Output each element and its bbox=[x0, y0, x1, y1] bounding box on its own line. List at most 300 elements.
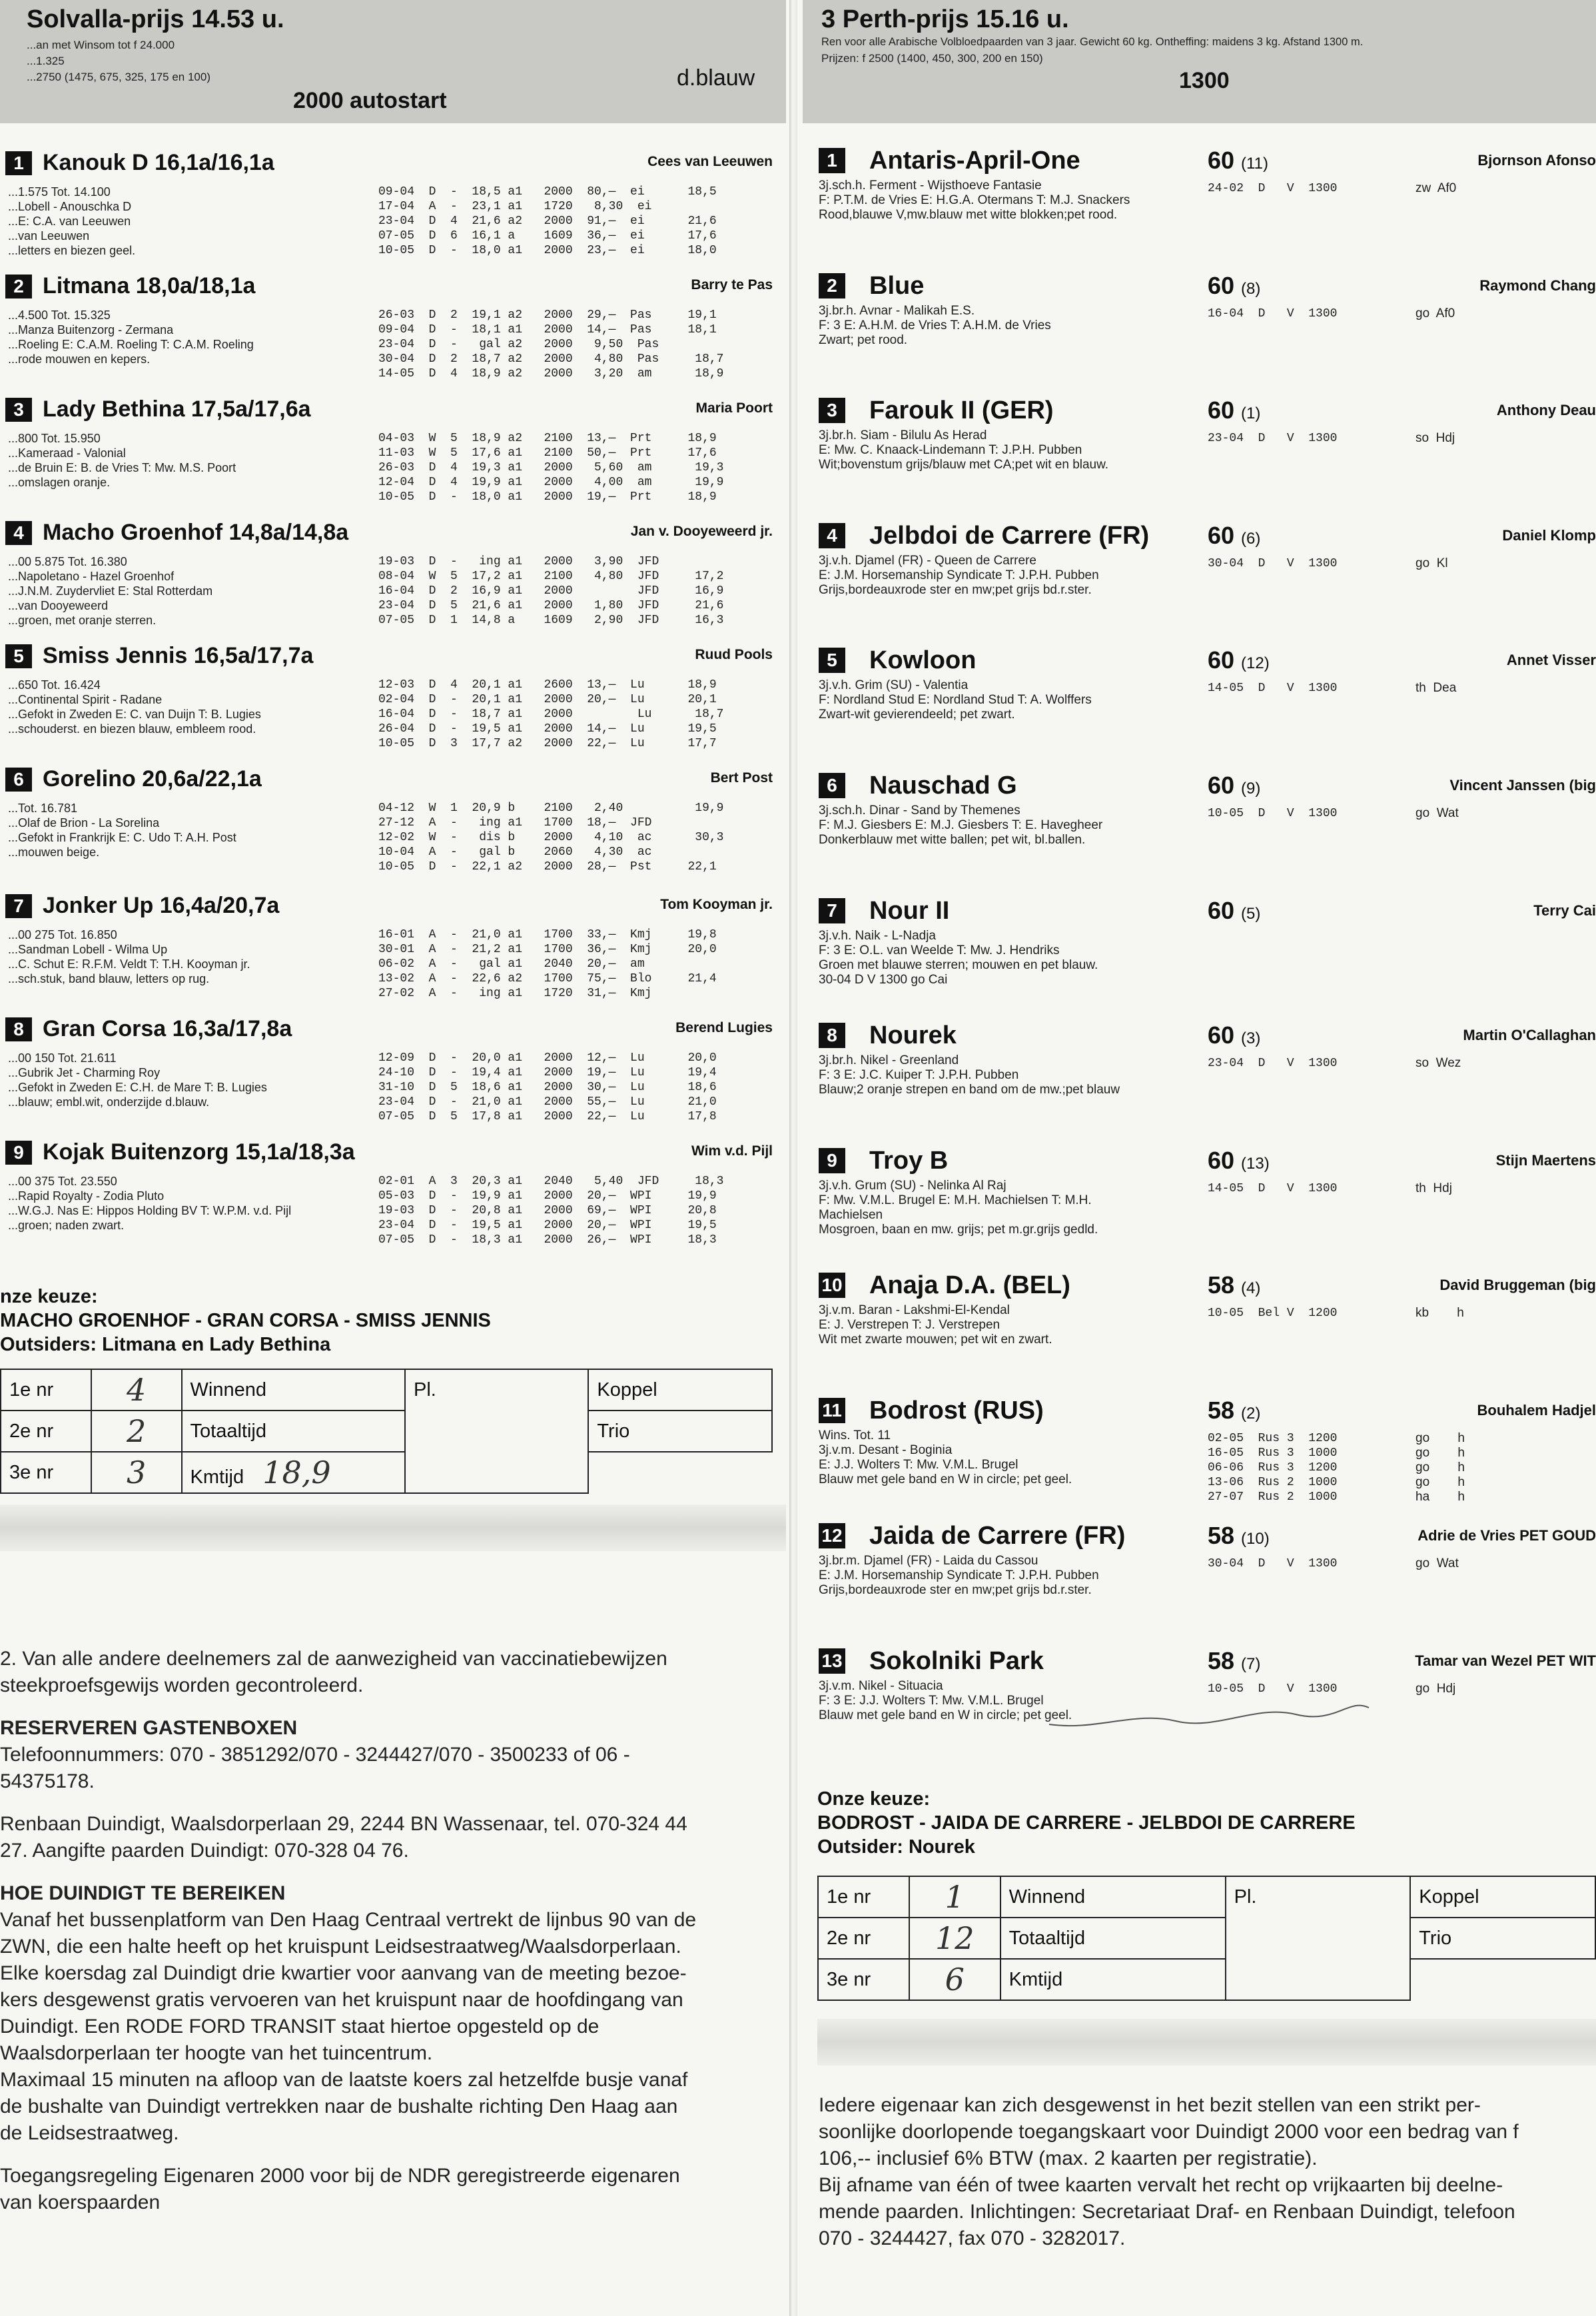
race-conditions: ...1.325 bbox=[27, 55, 65, 67]
bet-label: Winnend bbox=[1000, 1876, 1226, 1918]
info-line: ...00 150 Tot. 21.611 bbox=[8, 1051, 117, 1065]
info-line: E: Mw. C. Knaack-Lindemann T: J.P.H. Pubben bbox=[819, 443, 1082, 457]
performance-table bbox=[1208, 681, 1337, 696]
horse-info bbox=[819, 1429, 1192, 1487]
entry-number: 7 bbox=[819, 898, 845, 923]
horse-info bbox=[8, 308, 354, 366]
performance-row: 12-03 D 4 20,1 a1 2600 13,— Lu 18,9 bbox=[378, 678, 717, 692]
performance-note: so Hdj bbox=[1415, 431, 1455, 445]
draw-number: (1) bbox=[1241, 404, 1261, 422]
performance-table bbox=[1208, 1181, 1337, 1196]
text-line: Bij afname van één of twee kaarten vervalt het recht op vrijkaarten bij deelne- bbox=[819, 2174, 1503, 2196]
entry-12 bbox=[803, 1522, 1596, 1638]
jockey-name: Tamar van Wezel PET WIT bbox=[1415, 1652, 1596, 1669]
info-line: ...Gefokt in Zweden E: C. van Duijn T: B. Lugies bbox=[8, 708, 261, 721]
info-line: Zwart-wit gevierendeeld; pet zwart. bbox=[819, 708, 1015, 722]
horse-name: Lady Bethina 17,5a/17,6a bbox=[43, 396, 311, 422]
draw-number: (13) bbox=[1241, 1155, 1270, 1173]
draw-number: (7) bbox=[1241, 1655, 1261, 1673]
horse-info bbox=[819, 1179, 1192, 1237]
race-prizes: ...2750 (1475, 675, 325, 175 en 100) bbox=[27, 71, 211, 83]
info-line: 3j.v.h. Naik - L-Nadja bbox=[819, 929, 936, 943]
bet-row-label: 2e nr bbox=[818, 1918, 909, 1959]
bet-value[interactable] bbox=[909, 1876, 1000, 1918]
bet-row-label: 2e nr bbox=[1, 1411, 91, 1452]
weight bbox=[1208, 1147, 1270, 1175]
race-color: d.blauw bbox=[677, 65, 755, 91]
text-line: kers desgewenst gratis vervoeren van het kruispunt naar de hoofdingang van bbox=[0, 1989, 683, 2011]
horse-info bbox=[8, 678, 354, 736]
text-line: ZWN, die een halte heeft op het kruispunt Leidsestraatweg/Waalsdorperlaan. bbox=[0, 1936, 681, 1958]
info-line: 3j.br.h. Siam - Bilulu As Herad bbox=[819, 428, 987, 442]
horse-info bbox=[819, 929, 1192, 987]
horse-info bbox=[8, 431, 354, 490]
horse-info bbox=[8, 1174, 354, 1233]
horse-info bbox=[819, 179, 1192, 223]
entry-3 bbox=[0, 396, 786, 513]
weight-value: 58 bbox=[1208, 1271, 1235, 1299]
horse-info bbox=[819, 304, 1192, 348]
info-line: ...Lobell - Anouschka D bbox=[8, 200, 132, 213]
info-line: ...Gefokt in Zweden E: C.H. de Mare T: B. Lugies bbox=[8, 1081, 267, 1094]
trainer-name: Ruud Pools bbox=[695, 647, 773, 662]
info-line: Rood,blauwe V,mw.blauw met witte blokken;pet rood. bbox=[819, 208, 1118, 222]
handwritten-value: 12 bbox=[935, 1920, 975, 1956]
text-line: 070 - 3244427, fax 070 - 3282017. bbox=[819, 2227, 1126, 2249]
horse-name: Blue bbox=[869, 272, 925, 300]
performance-row: 27-12 A - ing a1 1700 18,— JFD bbox=[378, 816, 652, 830]
performance-row: 10-05 D - 18,0 a1 2000 23,— ei 18,0 bbox=[378, 244, 717, 257]
weight-value: 60 bbox=[1208, 1147, 1235, 1174]
performance-note: so Wez bbox=[1415, 1056, 1461, 1070]
entry-number: 1 bbox=[5, 151, 32, 175]
race-header-right bbox=[803, 0, 1596, 123]
entry-10 bbox=[803, 1271, 1596, 1388]
performance-row: 16-01 A - 21,0 a1 1700 33,— Kmj 19,8 bbox=[378, 928, 717, 941]
entry-6 bbox=[0, 766, 786, 883]
performance-row: 10-05 D - 22,1 a2 2000 28,— Pst 22,1 bbox=[378, 860, 717, 873]
race-distance: 1300 bbox=[1179, 68, 1230, 93]
performance-row: 14-05 D 4 18,9 a2 2000 3,20 am 18,9 bbox=[378, 367, 724, 380]
bet-value[interactable] bbox=[91, 1411, 182, 1452]
text-line: 2. Van alle andere deelnemers zal de aanwezigheid van vaccinatiebewijzen bbox=[0, 1648, 667, 1670]
entry-number: 13 bbox=[819, 1648, 845, 1674]
separator bbox=[817, 2019, 1596, 2065]
performance-row: 17-04 A - 23,1 a1 1720 8,30 ei bbox=[378, 200, 652, 213]
horse-name: Gorelino 20,6a/22,1a bbox=[43, 766, 262, 792]
draw-number: (5) bbox=[1241, 905, 1261, 923]
bet-label: Pl. bbox=[1226, 1876, 1411, 2000]
entry-number: 6 bbox=[5, 768, 32, 792]
handwritten-value: 1 bbox=[945, 1879, 965, 1915]
trainer-name: Bert Post bbox=[710, 770, 773, 786]
jockey-name: Bouhalem Hadjel bbox=[1477, 1402, 1596, 1419]
info-line: Blauw met gele band en W in circle; pet geel. bbox=[819, 1472, 1072, 1486]
performance-row: 02-05 Rus 3 1200 bbox=[1208, 1432, 1338, 1445]
performance-table bbox=[378, 431, 723, 504]
left-column bbox=[0, 0, 786, 2316]
performance-note: go Hdj bbox=[1415, 1682, 1456, 1696]
text-line: soonlijke doorlopende toegangskaart voor Duindigt 2000 voor een bedrag van f bbox=[819, 2121, 1519, 2143]
info-line: ...00 375 Tot. 23.550 bbox=[8, 1175, 117, 1188]
entry-number: 4 bbox=[5, 521, 32, 545]
weight bbox=[1208, 1021, 1260, 1049]
jockey-name: David Bruggeman (big bbox=[1439, 1277, 1596, 1293]
horse-name: Farouk II (GER) bbox=[869, 396, 1054, 424]
bet-label bbox=[182, 1452, 405, 1493]
entry-number: 11 bbox=[819, 1398, 845, 1423]
bet-row-label: 1e nr bbox=[818, 1876, 909, 1918]
info-line: ...Olaf de Brion - La Sorelina bbox=[8, 816, 160, 830]
info-line: ...J.N.M. Zuydervliet E: Stal Rotterdam bbox=[8, 584, 213, 598]
weight bbox=[1208, 897, 1260, 925]
info-line: ...schouderst. en biezen blauw, embleem rood. bbox=[8, 722, 256, 736]
entry-7 bbox=[803, 897, 1596, 1013]
bet-value[interactable] bbox=[91, 1369, 182, 1411]
entry-11 bbox=[803, 1397, 1596, 1513]
performance-table bbox=[378, 308, 723, 381]
our-pick-title: nze keuze: bbox=[0, 1286, 98, 1307]
performance-row: 23-04 D V 1300 bbox=[1208, 1057, 1338, 1070]
entry-number: 5 bbox=[819, 648, 845, 673]
right-column bbox=[803, 0, 1596, 2316]
entry-4 bbox=[803, 522, 1596, 638]
performance-row: 08-04 W 5 17,2 a1 2100 4,80 JFD 17,2 bbox=[378, 570, 724, 583]
info-line: Donkerblauw met witte ballen; pet wit, bl.ballen. bbox=[819, 833, 1086, 847]
performance-row: 26-04 D - 19,5 a1 2000 14,— Lu 19,5 bbox=[378, 722, 717, 736]
info-line: ...sch.stuk, band blauw, letters op rug. bbox=[8, 972, 210, 985]
horse-info bbox=[819, 554, 1192, 598]
performance-row: 16-04 D 2 16,9 a1 2000 JFD 16,9 bbox=[378, 584, 724, 598]
performance-row: 19-03 D - ing a1 2000 3,90 JFD bbox=[378, 555, 659, 568]
entry-number: 9 bbox=[5, 1141, 32, 1165]
info-line: ...omslagen oranje. bbox=[8, 476, 111, 489]
performance-notes bbox=[1415, 1181, 1452, 1196]
performance-row: 11-03 W 5 17,6 a1 2100 50,— Prt 17,6 bbox=[378, 446, 717, 460]
performance-row: 27-07 Rus 2 1000 bbox=[1208, 1490, 1338, 1504]
performance-table bbox=[1208, 1431, 1337, 1504]
text-line: 27. Aangifte paarden Duindigt: 070-328 04 76. bbox=[0, 1840, 409, 1862]
info-line: 3j.v.m. Baran - Lakshmi-El-Kendal bbox=[819, 1303, 1010, 1317]
info-line: 3j.v.m. Nikel - Situacia bbox=[819, 1679, 943, 1693]
horse-name: Macho Groenhof 14,8a/14,8a bbox=[43, 520, 349, 545]
pen-scribble bbox=[1042, 1684, 1376, 1744]
weight bbox=[1208, 147, 1268, 175]
performance-notes bbox=[1415, 1056, 1461, 1071]
performance-note: go h bbox=[1415, 1475, 1465, 1489]
performance-row: 23-04 D - 19,5 a1 2000 20,— WPI 19,5 bbox=[378, 1219, 717, 1232]
performance-table bbox=[378, 801, 723, 874]
weight bbox=[1208, 272, 1260, 300]
performance-table bbox=[1208, 1056, 1337, 1071]
handwritten-value: 2 bbox=[127, 1413, 147, 1449]
performance-row: 06-02 A - gal a1 2040 20,— am bbox=[378, 957, 645, 971]
info-line: F: P.T.M. de Vries E: H.G.A. Otermans T: M.J. Snackers bbox=[819, 193, 1130, 207]
info-line: 30-04 D V 1300 go Cai bbox=[819, 973, 948, 987]
info-line: ...800 Tot. 15.950 bbox=[8, 432, 101, 445]
entry-number: 1 bbox=[819, 148, 845, 173]
performance-note: go Af0 bbox=[1415, 306, 1455, 320]
horse-name: Gran Corsa 16,3a/17,8a bbox=[43, 1016, 292, 1041]
bet-row-label: 3e nr bbox=[818, 1959, 909, 2000]
entry-8 bbox=[0, 1016, 786, 1133]
info-line: E: J.M. Horsemanship Syndicate T: J.P.H. Pubben bbox=[819, 568, 1099, 582]
info-line: ...Sandman Lobell - Wilma Up bbox=[8, 943, 168, 956]
text-line: Elke koersdag zal Duindigt drie kwartier voor aanvang van de meeting bezoe- bbox=[0, 1962, 687, 1984]
jockey-name: Anthony Deau bbox=[1496, 402, 1596, 418]
info-line: Machielsen bbox=[819, 1208, 883, 1222]
horse-info bbox=[819, 1554, 1192, 1598]
info-line: Wit met zwarte mouwen; pet wit en zwart. bbox=[819, 1333, 1052, 1347]
performance-row: 27-02 A - ing a1 1720 31,— Kmj bbox=[378, 987, 652, 1000]
bet-row-label: 1e nr bbox=[1, 1369, 91, 1411]
performance-table bbox=[1208, 1306, 1337, 1321]
weight-value: 60 bbox=[1208, 522, 1235, 549]
horse-info bbox=[819, 428, 1192, 472]
performance-row: 12-02 W - dis b 2000 4,10 ac 30,3 bbox=[378, 831, 724, 844]
info-line: F: 3 E: J.C. Kuiper T: J.P.H. Pubben bbox=[819, 1068, 1019, 1082]
performance-notes bbox=[1415, 306, 1455, 321]
performance-row: 24-02 D V 1300 bbox=[1208, 182, 1338, 195]
info-line: Groen met blauwe sterren; mouwen en pet blauw. bbox=[819, 958, 1098, 972]
horse-name: Nour II bbox=[869, 897, 950, 925]
info-line: E: J.J. Wolters T: Mw. V.M.L. Brugel bbox=[819, 1458, 1018, 1472]
bet-label: Totaaltijd bbox=[1000, 1918, 1226, 1959]
performance-row: 23-04 D - gal a2 2000 9,50 Pas bbox=[378, 338, 659, 351]
performance-row: 23-04 D 5 21,6 a1 2000 1,80 JFD 21,6 bbox=[378, 599, 724, 612]
performance-row: 16-04 D - 18,7 a1 2000 Lu 18,7 bbox=[378, 708, 724, 721]
performance-row: 06-06 Rus 3 1200 bbox=[1208, 1461, 1338, 1474]
horse-name: Antaris-April-One bbox=[869, 147, 1080, 175]
info-line: F: 3 E: J.J. Wolters T: Mw. V.M.L. Brugel bbox=[819, 1694, 1044, 1708]
performance-row: 23-04 D V 1300 bbox=[1208, 432, 1338, 445]
performance-note: go Kl bbox=[1415, 556, 1448, 570]
horse-info bbox=[819, 804, 1192, 848]
performance-notes bbox=[1415, 681, 1456, 696]
weight-value: 60 bbox=[1208, 396, 1235, 424]
text-line: steekproefsgewijs worden gecontroleerd. bbox=[0, 1674, 364, 1696]
jockey-name: Annet Visser bbox=[1506, 652, 1596, 668]
weight-value: 60 bbox=[1208, 272, 1235, 299]
bet-form bbox=[0, 1369, 773, 1494]
bet-empty bbox=[1410, 1959, 1595, 2000]
performance-row: 16-04 D V 1300 bbox=[1208, 307, 1338, 320]
entry-number: 9 bbox=[819, 1148, 845, 1173]
performance-note: go h bbox=[1415, 1431, 1465, 1445]
info-line: 3j.v.h. Grum (SU) - Nelinka Al Raj bbox=[819, 1179, 1006, 1193]
info-line: ...E: C.A. van Leeuwen bbox=[8, 215, 131, 228]
performance-row: 13-06 Rus 2 1000 bbox=[1208, 1476, 1338, 1489]
info-line: Grijs,bordeauxrode ster en mw;pet grijs bd.r.ster. bbox=[819, 583, 1092, 597]
weight bbox=[1208, 1522, 1270, 1550]
bet-label: Pl. bbox=[405, 1369, 588, 1493]
draw-number: (9) bbox=[1241, 780, 1261, 798]
info-line: ...van Leeuwen bbox=[8, 229, 90, 243]
bet-label: Koppel bbox=[1410, 1876, 1595, 1918]
info-line: ...letters en biezen geel. bbox=[8, 244, 136, 257]
horse-info bbox=[8, 927, 354, 986]
info-line: ...00 275 Tot. 16.850 bbox=[8, 928, 117, 941]
info-line: ...groen; naden zwart. bbox=[8, 1219, 125, 1232]
trainer-name: Berend Lugies bbox=[675, 1020, 773, 1035]
info-line: F: Nordland Stud E: Nordland Stud T: A. Wolffers bbox=[819, 693, 1092, 707]
draw-number: (3) bbox=[1241, 1029, 1261, 1047]
entry-6 bbox=[803, 772, 1596, 888]
info-line: 3j.v.h. Djamel (FR) - Queen de Carrere bbox=[819, 554, 1036, 568]
performance-row: 26-03 D 2 19,1 a2 2000 29,— Pas 19,1 bbox=[378, 308, 717, 322]
info-line: F: 3 E: A.H.M. de Vries T: A.H.M. de Vries bbox=[819, 318, 1051, 332]
info-line: ...Continental Spirit - Radane bbox=[8, 693, 163, 706]
bet-label: Koppel bbox=[588, 1369, 772, 1411]
entry-number: 6 bbox=[819, 773, 845, 798]
performance-note: th Dea bbox=[1415, 681, 1457, 695]
weight bbox=[1208, 1397, 1260, 1425]
horse-name: Troy B bbox=[869, 1147, 949, 1175]
weight-value: 58 bbox=[1208, 1522, 1235, 1549]
bet-form bbox=[817, 1876, 1596, 2001]
weight-value: 60 bbox=[1208, 897, 1235, 924]
horse-name: Jelbdoi de Carrere (FR) bbox=[869, 522, 1150, 550]
weight bbox=[1208, 1271, 1260, 1299]
weight-value: 60 bbox=[1208, 1021, 1235, 1049]
trainer-name: Wim v.d. Pijl bbox=[691, 1143, 773, 1159]
entry-number: 10 bbox=[819, 1273, 845, 1298]
performance-note: kb h bbox=[1415, 1306, 1464, 1320]
info-line: ...rode mouwen en kepers. bbox=[8, 352, 151, 366]
race-title: Solvalla-prijs 14.53 u. bbox=[27, 5, 284, 33]
info-line: F: Mw. V.M.L. Brugel E: M.H. Machielsen T: M.H. bbox=[819, 1193, 1092, 1207]
performance-table bbox=[1208, 181, 1337, 196]
handwritten-value: 4 bbox=[127, 1372, 147, 1408]
info-line: ...Gubrik Jet - Charming Roy bbox=[8, 1066, 161, 1079]
performance-note: go Wat bbox=[1415, 806, 1459, 820]
jockey-name: Adrie de Vries PET GOUD bbox=[1417, 1527, 1596, 1544]
jockey-name: Vincent Janssen (big bbox=[1449, 777, 1596, 794]
section-heading: HOE DUINDIGT TE BEREIKEN bbox=[0, 1882, 286, 1904]
horse-info bbox=[8, 185, 354, 258]
performance-notes bbox=[1415, 556, 1448, 571]
performance-row: 07-05 D 1 14,8 a 1609 2,90 JFD 16,3 bbox=[378, 614, 724, 627]
entry-9 bbox=[803, 1147, 1596, 1263]
info-line: ...W.G.J. Nas E: Hippos Holding BV T: W.P.M. v.d. Pijl bbox=[8, 1204, 292, 1217]
entry-number: 7 bbox=[5, 894, 32, 918]
bet-label: Winnend bbox=[182, 1369, 405, 1411]
weight-value: 60 bbox=[1208, 646, 1235, 674]
bet-empty bbox=[588, 1452, 772, 1493]
bet-value[interactable] bbox=[909, 1918, 1000, 1959]
info-line: Mosgroen, baan en mw. grijs; pet m.gr.grijs gedld. bbox=[819, 1223, 1098, 1237]
trainer-name: Cees van Leeuwen bbox=[647, 154, 773, 169]
race-distance: 2000 autostart bbox=[293, 88, 447, 113]
text-line: Renbaan Duindigt, Waalsdorperlaan 29, 2244 BN Wassenaar, tel. 070-324 44 bbox=[0, 1813, 687, 1835]
performance-row: 04-03 W 5 18,9 a2 2100 13,— Prt 18,9 bbox=[378, 432, 717, 445]
text-line: de bushalte van Duindigt vertrekken naar de bushalte richting Den Haag aan bbox=[0, 2095, 678, 2117]
bet-label: Kmtijd bbox=[1000, 1959, 1226, 2000]
entry-number: 3 bbox=[5, 398, 32, 422]
text-line: Waalsdorperlaan ter hoogte van het tuincentrum. bbox=[0, 2042, 433, 2064]
info-line: ...4.500 Tot. 15.325 bbox=[8, 308, 111, 322]
entry-7 bbox=[0, 893, 786, 1009]
trainer-name: Barry te Pas bbox=[691, 277, 773, 292]
entry-5 bbox=[0, 643, 786, 760]
info-line: E: J. Verstrepen T: J. Verstrepen bbox=[819, 1318, 1000, 1332]
info-text bbox=[819, 2092, 1595, 2252]
performance-row: 10-05 D - 18,0 a1 2000 19,— Prt 18,9 bbox=[378, 490, 717, 504]
performance-row: 09-04 D - 18,5 a1 2000 80,— ei 18,5 bbox=[378, 185, 717, 199]
page-gutter bbox=[789, 0, 797, 2316]
weight-value: 58 bbox=[1208, 1647, 1235, 1674]
horse-name: Bodrost (RUS) bbox=[869, 1397, 1044, 1425]
race-prizes: Prijzen: f 2500 (1400, 450, 300, 200 en 150) bbox=[821, 52, 1043, 65]
info-line: ...00 5.875 Tot. 16.380 bbox=[8, 555, 127, 568]
horse-name: Litmana 18,0a/18,1a bbox=[43, 273, 256, 298]
trainer-name: Tom Kooyman jr. bbox=[660, 897, 773, 912]
horse-info bbox=[819, 1053, 1192, 1097]
info-line: ...Roeling E: C.A.M. Roeling T: C.A.M. Roeling bbox=[8, 338, 254, 351]
bet-value[interactable] bbox=[91, 1452, 182, 1493]
performance-row: 14-05 D V 1300 bbox=[1208, 682, 1338, 695]
text-line: Duindigt. Een RODE FORD TRANSIT staat hiertoe opgesteld op de bbox=[0, 2016, 599, 2037]
info-line: ...Gefokt in Frankrijk E: C. Udo T: A.H. Post bbox=[8, 831, 236, 844]
performance-row: 02-01 A 3 20,3 a1 2040 5,40 JFD 18,3 bbox=[378, 1175, 724, 1188]
info-line: 3j.sch.h. Ferment - Wijsthoeve Fantasie bbox=[819, 179, 1042, 193]
info-line: Blauw met gele band en W in circle; pet geel. bbox=[819, 1708, 1072, 1722]
entry-number: 5 bbox=[5, 644, 32, 668]
performance-row: 30-01 A - 21,2 a1 1700 36,— Kmj 20,0 bbox=[378, 943, 717, 956]
performance-table bbox=[1208, 806, 1337, 821]
info-line: Grijs,bordeauxrode ster en mw;pet grijs bd.r.ster. bbox=[819, 1583, 1092, 1597]
performance-row: 16-05 Rus 3 1000 bbox=[1208, 1447, 1338, 1460]
performance-row: 10-05 D 3 17,7 a2 2000 22,— Lu 17,7 bbox=[378, 737, 717, 750]
our-pick bbox=[817, 1787, 1356, 1859]
entry-8 bbox=[803, 1021, 1596, 1138]
entry-2 bbox=[803, 272, 1596, 388]
performance-row: 23-04 D - 21,0 a1 2000 55,— Lu 21,0 bbox=[378, 1095, 717, 1109]
race-title: 3 Perth-prijs 15.16 u. bbox=[821, 5, 1069, 33]
our-pick-title: Onze keuze: bbox=[817, 1788, 931, 1810]
info-line: Zwart; pet rood. bbox=[819, 333, 908, 347]
text-line: 54375178. bbox=[0, 1770, 95, 1792]
info-line: F: M.J. Giesbers E: M.J. Giesbers T: E. Havegheer bbox=[819, 818, 1103, 832]
info-line: 3j.br.h. Nikel - Greenland bbox=[819, 1053, 959, 1067]
info-line: ...blauw; embl.wit, onderzijde d.blauw. bbox=[8, 1095, 210, 1109]
draw-number: (8) bbox=[1241, 280, 1261, 298]
bet-value[interactable] bbox=[909, 1959, 1000, 2000]
jockey-name: Stijn Maertens bbox=[1495, 1152, 1596, 1169]
weight bbox=[1208, 646, 1270, 674]
info-line: ...1.575 Tot. 14.100 bbox=[8, 185, 111, 199]
draw-number: (12) bbox=[1241, 654, 1270, 672]
info-line: ...C. Schut E: R.F.M. Veldt T: T.H. Kooyman jr. bbox=[8, 957, 250, 971]
performance-row: 12-04 D 4 19,9 a1 2000 4,00 am 19,9 bbox=[378, 476, 724, 489]
horse-name: Jaida de Carrere (FR) bbox=[869, 1522, 1126, 1550]
entry-3 bbox=[803, 396, 1596, 513]
performance-row: 10-05 Bel V 1200 bbox=[1208, 1307, 1338, 1320]
horse-info bbox=[819, 678, 1192, 722]
jockey-name: Raymond Chang bbox=[1479, 277, 1596, 294]
entry-number: 2 bbox=[819, 273, 845, 298]
text-line: de Leidsestraatweg. bbox=[0, 2122, 179, 2144]
entry-4 bbox=[0, 520, 786, 636]
performance-note: go h bbox=[1415, 1460, 1465, 1474]
race-header-left bbox=[0, 0, 786, 123]
performance-note: zw Af0 bbox=[1415, 181, 1457, 195]
performance-row: 04-12 W 1 20,9 b 2100 2,40 19,9 bbox=[378, 802, 724, 815]
performance-row: 10-04 A - gal b 2060 4,30 ac bbox=[378, 846, 652, 859]
draw-number: (2) bbox=[1241, 1405, 1261, 1423]
performance-row: 26-03 D 4 19,3 a1 2000 5,60 am 19,3 bbox=[378, 461, 724, 474]
performance-row: 30-04 D V 1300 bbox=[1208, 557, 1338, 570]
